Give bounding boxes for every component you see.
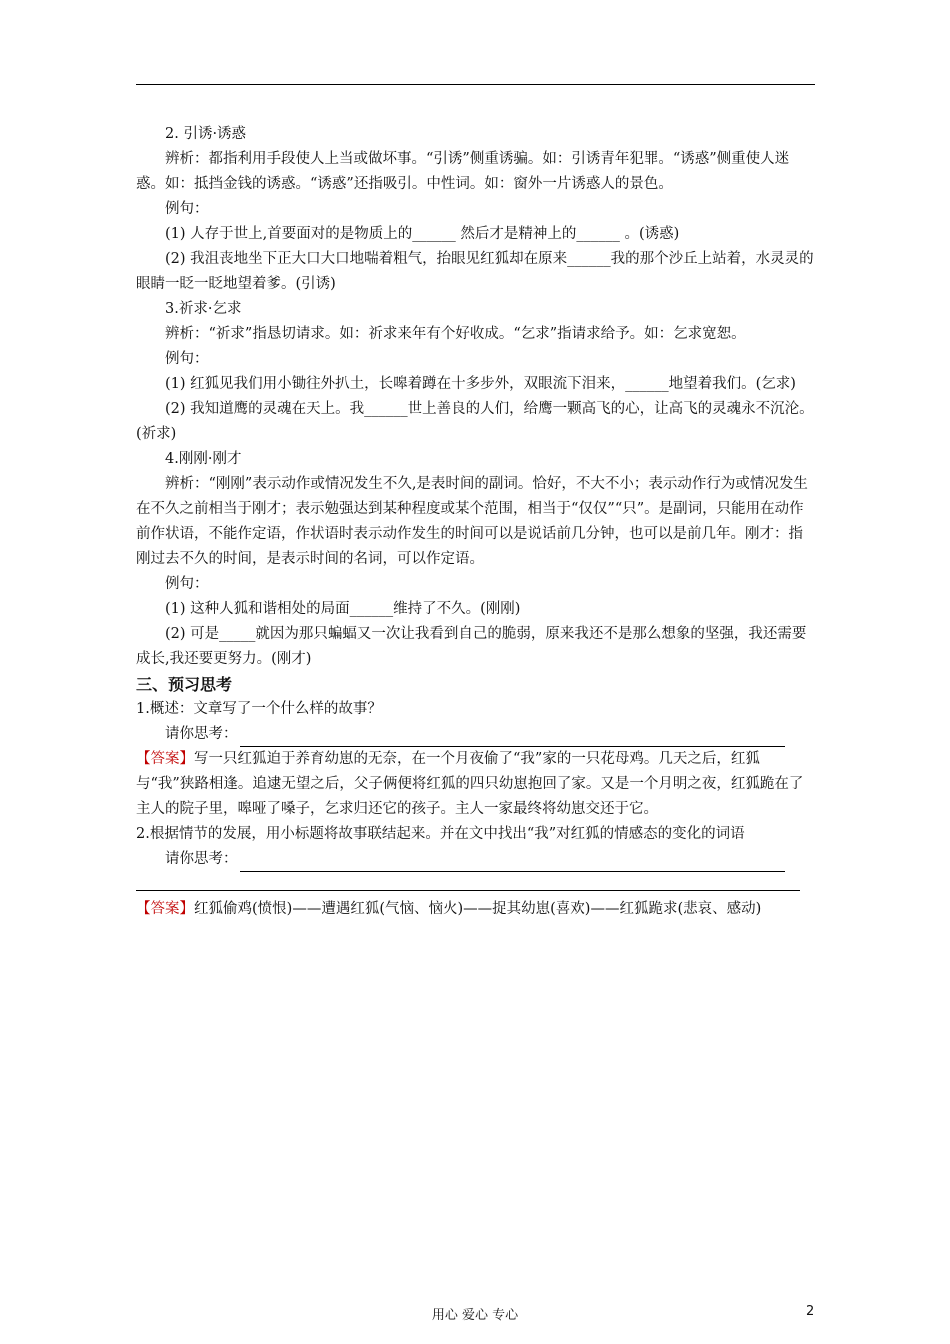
example-sentence: (1) 红狐见我们用小锄往外扒土，长嗥着蹲在十多步外，双眼流下泪来，______地望着我们。(乞求) [165,376,796,392]
section-title-yinyou: 2. 引诱·诱惑 [165,126,247,142]
answer-blank [240,728,785,747]
question-2: 2.根据情节的发展，用小标题将故事联结起来。并在文中找出“我”对红狐的情感态的变化的词语 [136,826,745,842]
example-sentence: (1) 人存于世上,首要面对的是物质上的______ 然后才是精神上的______ 。(诱惑) [165,226,680,242]
think-label: 请你思考： [165,851,238,867]
example-sentence: (2) 可是_____就因为那只蝙蝠又一次让我看到自己的脆弱，原来我还不是那么想象的坚强，我还需要成长,我还要更努力。(刚才) [136,626,807,667]
example-sentence: (1) 这种人狐和谐相处的局面______维持了不久。(刚刚) [165,601,521,617]
example-sentence: (2) 我沮丧地坐下正大口大口地喘着粗气，抬眼见红狐却在原来______我的那个沙丘上站着，水灵灵的眼睛一眨一眨地望着爹。(引诱) [136,251,814,292]
analysis-ganggang: 辨析：“刚刚”表示动作或情况发生不久,是表时间的副词。恰好，不大不小；表示动作行为或情况发生在不久之前相当于刚才；表示勉强达到某种程度或某个范围，相当于“仅仅”“只”。是副词，只能用在动作前作状语，不能作定语，作状语时表示动作发生的时间可以是说话前几分钟，也可以是前几年。刚才：指刚过去不久的时间，是表示时间的名词，可以作定语。 [136,476,808,567]
document-body [136,122,815,922]
think-label: 请你思考： [165,726,238,742]
answer-1 [136,747,815,822]
analysis-qiqiu: 辨析：“祈求”指恳切请求。如：祈求来年有个好收成。“乞求”指请求给予。如：乞求宽恕。 [165,326,746,342]
page-number: 2 [806,1304,815,1319]
think-line-2 [136,847,815,872]
question-1: 1.概述：文章写了一个什么样的故事？ [136,701,382,717]
analysis-yinyou: 辨析：都指利用手段使人上当或做坏事。“引诱”侧重诱骗。如：引诱青年犯罪。“诱惑”侧重使人迷惑。如：抵挡金钱的诱惑。“诱惑”还指吸引。中性词。如：窗外一片诱惑人的景色。 [136,151,790,192]
example-label: 例句： [165,351,209,367]
example-label: 例句： [165,201,209,217]
answer-2 [136,897,815,922]
answer-tag: 【答案】 [136,901,194,917]
example-label: 例句： [165,576,209,592]
answer-blank [240,853,785,872]
section-title-ganggang: 4.刚刚·刚才 [165,451,242,467]
answer-tag: 【答案】 [136,751,194,767]
header-rule [136,84,815,85]
think-line-1 [136,722,815,747]
answer-text: 写一只红狐迫于养育幼崽的无奈，在一个月夜偷了“我”家的一只花母鸡。几天之后，红狐与“我”狭路相逢。追逮无望之后，父子俩便将红狐的四只幼崽抱回了家。又是一个月明之夜，红狐跪在了主人的院子里，嗥哑了嗓子，乞求归还它的孩子。主人一家最终将幼崽交还于它。 [136,751,804,817]
section-title-qiqiu: 3.祈求·乞求 [165,301,242,317]
answer-text: 红狐偷鸡(愤恨)——遭遇红狐(气恼、恼火)——捉其幼崽(喜欢)——红狐跪求(悲哀、感动) [194,901,762,917]
section-heading-preview: 三、预习思考 [136,675,233,694]
example-sentence: (2) 我知道鹰的灵魂在天上。我______世上善良的人们，给鹰一颗高飞的心，让高飞的灵魂永不沉沦。(祈求) [136,401,814,442]
footer-motto: 用心 爱心 专心 [431,1308,519,1323]
answer-blank-full [136,872,800,891]
